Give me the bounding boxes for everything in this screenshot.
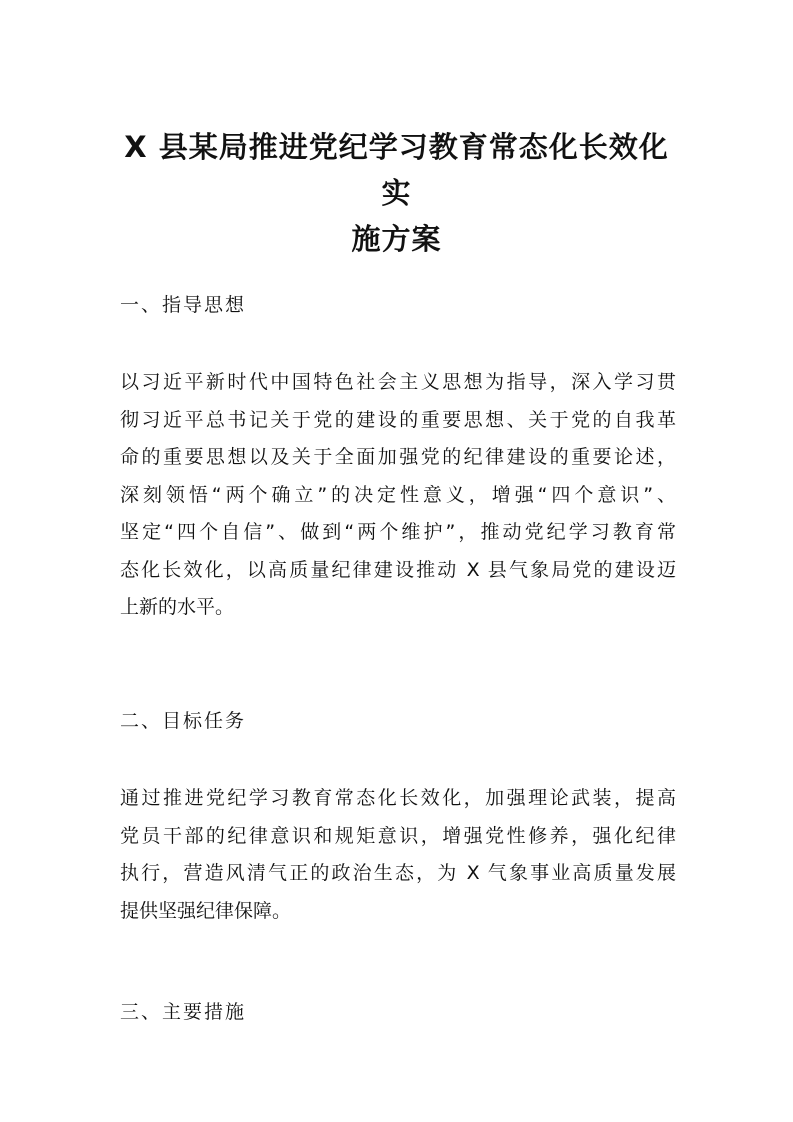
section-heading-objectives: 二、目标任务 — [120, 710, 247, 732]
section-heading-main-measures: 三、主要措施 — [120, 1001, 247, 1023]
section-heading-guiding-ideology: 一、指导思想 — [120, 294, 247, 316]
document-title-line-1: X 县某局推进党纪学习教育常态化长效化实 — [124, 130, 669, 210]
paragraph-line: 上新的水平。 — [120, 596, 235, 618]
paragraph-line: 通过推进党纪学习教育常态化长效化，加强理论武装，提高 — [120, 787, 676, 809]
paragraph-line: 彻习近平总书记关于党的建设的重要思想、关于党的自我革 — [120, 408, 676, 431]
paragraph-guiding-ideology — [120, 364, 676, 627]
paragraph-line: 党员干部的纪律意识和规矩意识，增强党性修养，强化纪律 — [120, 824, 676, 847]
document-title — [110, 124, 683, 262]
paragraph-line: 态化长效化，以高质量纪律建设推动 X 县气象局党的建设迈 — [120, 558, 676, 581]
paragraph-line: 执行，营造风清气正的政治生态，为 X 气象事业高质量发展 — [120, 862, 676, 884]
paragraph-line: 命的重要思想以及关于全面加强党的纪律建设的重要论述， — [120, 446, 676, 468]
paragraph-line: 提供坚强纪律保障。 — [120, 899, 292, 922]
paragraph-line: 坚定“四个自信”、做到“两个维护”，推动党纪学习教育常 — [120, 521, 676, 543]
paragraph-line: 深刻领悟“两个确立”的决定性意义，增强“四个意识”、 — [120, 483, 676, 506]
paragraph-line: 以习近平新时代中国特色社会主义思想为指导，深入学习贯 — [120, 371, 676, 393]
paragraph-objectives — [120, 780, 676, 930]
document-title-line-2: 施方案 — [351, 222, 442, 256]
